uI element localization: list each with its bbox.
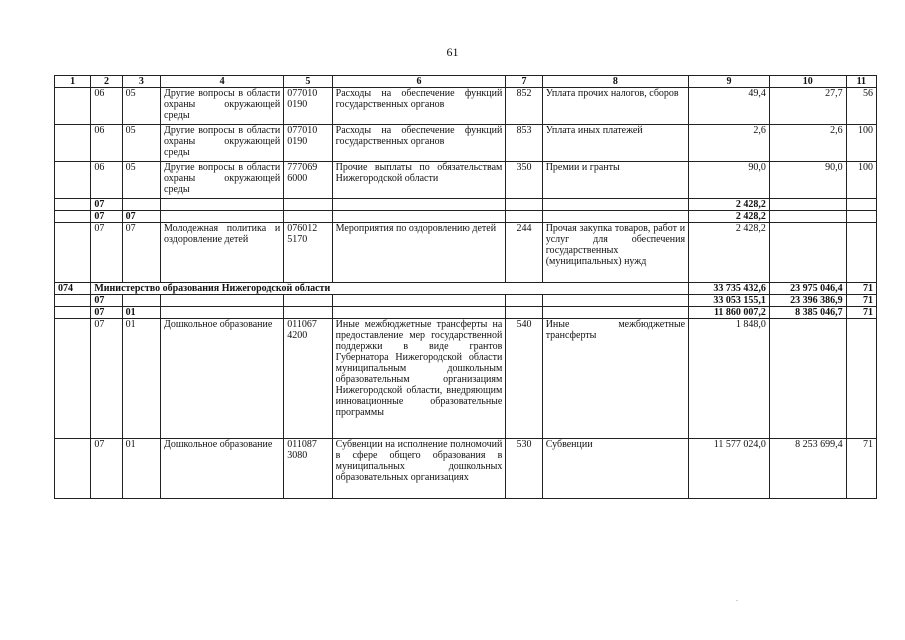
cell-expense-name: Уплата прочих налогов, сборов [542,88,688,125]
cell-plan: 33 053 155,1 [689,295,770,307]
cell-section [55,295,91,307]
cell-target-code [284,295,332,307]
cell-expense-code: 530 [506,439,542,499]
cell-chapter: 06 [91,125,122,162]
cell-percent [846,199,876,211]
cell-percent [846,223,876,283]
page-number: 61 [446,45,459,59]
cell-percent: 71 [846,295,876,307]
cell-target-name: Расходы на обеспечение функций государственных органов [332,88,506,125]
cell-subchapter-name: Молодежная политика и оздоровление детей [161,223,284,283]
cell-percent [846,211,876,223]
header-cell: 9 [689,76,770,88]
cell-actual [769,199,846,211]
cell-target-name: Иные межбюджетные трансферты на предоставление мер государственной поддержки в виде грантов Губернатора Нижегородской области муниципальным дошкольным образовательным организациям Нижегородской области, внедряющим инновационные образовательные программы [332,319,506,439]
cell-chapter: 07 [91,307,122,319]
cell-percent [846,319,876,439]
cell-section [55,211,91,223]
header-cell: 1 [55,76,91,88]
cell-percent: 71 [846,283,876,295]
header-cell: 7 [506,76,542,88]
table-row [55,199,877,211]
cell-actual: 23 396 386,9 [769,295,846,307]
cell-actual: 2,6 [769,125,846,162]
header-cell: 4 [161,76,284,88]
table-row [55,125,877,162]
cell-section [55,439,91,499]
cell-target-name: Мероприятия по оздоровлению детей [332,223,506,283]
table-row [55,307,877,319]
cell-expense-code [506,211,542,223]
table-row [55,162,877,199]
cell-section [55,307,91,319]
cell-target-name [332,199,506,211]
cell-target-code: 077010 0190 [284,125,332,162]
cell-percent: 100 [846,125,876,162]
cell-subchapter: 07 [122,223,160,283]
cell-target-name [332,307,506,319]
table-row [55,88,877,125]
cell-plan: 33 735 432,6 [689,283,770,295]
cell-section [55,223,91,283]
cell-percent: 100 [846,162,876,199]
cell-section [55,319,91,439]
cell-chapter: 07 [91,211,122,223]
cell-plan: 1 848,0 [689,319,770,439]
cell-plan: 2 428,2 [689,223,770,283]
cell-expense-code: 350 [506,162,542,199]
cell-subchapter: 05 [122,125,160,162]
cell-actual [769,223,846,283]
cell-expense-name: Прочая закупка товаров, работ и услуг для обеспечения государственных (муниципальных) нужд [542,223,688,283]
cell-ministry-name: Министерство образования Нижегородской области [91,283,689,295]
cell-subchapter-name: Дошкольное образование [161,319,284,439]
cell-chapter: 07 [91,199,122,211]
cell-plan: 2 428,2 [689,199,770,211]
cell-plan: 2 428,2 [689,211,770,223]
cell-expense-name: Субвенции [542,439,688,499]
table-row [55,439,877,499]
cell-plan: 90,0 [689,162,770,199]
cell-subchapter [122,295,160,307]
cell-percent: 71 [846,439,876,499]
cell-subchapter-name [161,295,284,307]
cell-actual: 23 975 046,4 [769,283,846,295]
cell-subchapter-name: Другие вопросы в области охраны окружающей среды [161,125,284,162]
cell-section [55,162,91,199]
cell-expense-name: Премии и гранты [542,162,688,199]
stray-mark: . [736,594,738,603]
cell-subchapter-name: Дошкольное образование [161,439,284,499]
cell-target-code [284,199,332,211]
cell-chapter: 07 [91,223,122,283]
header-row [55,76,877,88]
cell-target-name: Расходы на обеспечение функций государственных органов [332,125,506,162]
header-cell: 2 [91,76,122,88]
header-cell: 8 [542,76,688,88]
cell-target-code [284,307,332,319]
cell-expense-name [542,295,688,307]
cell-section: 074 [55,283,91,295]
cell-chapter: 06 [91,88,122,125]
cell-target-name: Субвенции на исполнение полномочий в сфере общего образования в муниципальных дошкольных образовательных организациях [332,439,506,499]
cell-target-code [284,211,332,223]
cell-plan: 49,4 [689,88,770,125]
cell-subchapter-name: Другие вопросы в области охраны окружающей среды [161,88,284,125]
cell-subchapter [122,199,160,211]
table-row [55,295,877,307]
cell-target-code: 077010 0190 [284,88,332,125]
header-cell: 10 [769,76,846,88]
cell-section [55,199,91,211]
cell-subchapter: 07 [122,211,160,223]
cell-expense-code [506,295,542,307]
cell-expense-name [542,211,688,223]
cell-subchapter-name [161,307,284,319]
cell-plan: 2,6 [689,125,770,162]
cell-actual: 8 385 046,7 [769,307,846,319]
table-row [55,211,877,223]
cell-chapter: 07 [91,295,122,307]
cell-subchapter: 01 [122,319,160,439]
header-cell: 11 [846,76,876,88]
cell-expense-code: 853 [506,125,542,162]
cell-subchapter: 05 [122,88,160,125]
cell-subchapter-name: Другие вопросы в области охраны окружающей среды [161,162,284,199]
cell-target-code: 011067 4200 [284,319,332,439]
table-row [55,223,877,283]
cell-expense-code: 244 [506,223,542,283]
cell-actual: 27,7 [769,88,846,125]
cell-expense-name: Иные межбюджетные трансферты [542,319,688,439]
header-cell: 3 [122,76,160,88]
cell-subchapter-name [161,211,284,223]
cell-expense-code: 540 [506,319,542,439]
cell-target-name: Прочие выплаты по обязательствам Нижегородской области [332,162,506,199]
cell-target-name [332,211,506,223]
cell-subchapter: 01 [122,439,160,499]
table-row [55,283,877,295]
cell-expense-name [542,199,688,211]
cell-chapter: 06 [91,162,122,199]
cell-target-code: 076012 5170 [284,223,332,283]
cell-chapter: 07 [91,439,122,499]
cell-subchapter: 01 [122,307,160,319]
cell-actual: 90,0 [769,162,846,199]
cell-subchapter: 05 [122,162,160,199]
cell-plan: 11 577 024,0 [689,439,770,499]
cell-target-name [332,295,506,307]
cell-section [55,125,91,162]
cell-expense-name: Уплата иных платежей [542,125,688,162]
header-cell: 6 [332,76,506,88]
cell-expense-name [542,307,688,319]
cell-target-code: 777069 6000 [284,162,332,199]
budget-table [54,75,877,499]
cell-actual [769,211,846,223]
cell-target-code: 011087 3080 [284,439,332,499]
header-cell: 5 [284,76,332,88]
cell-actual: 8 253 699,4 [769,439,846,499]
cell-section [55,88,91,125]
cell-plan: 11 860 007,2 [689,307,770,319]
cell-chapter: 07 [91,319,122,439]
cell-expense-code [506,199,542,211]
table-row [55,319,877,439]
cell-actual [769,319,846,439]
cell-expense-code: 852 [506,88,542,125]
cell-subchapter-name [161,199,284,211]
cell-percent: 56 [846,88,876,125]
cell-percent: 71 [846,307,876,319]
cell-expense-code [506,307,542,319]
